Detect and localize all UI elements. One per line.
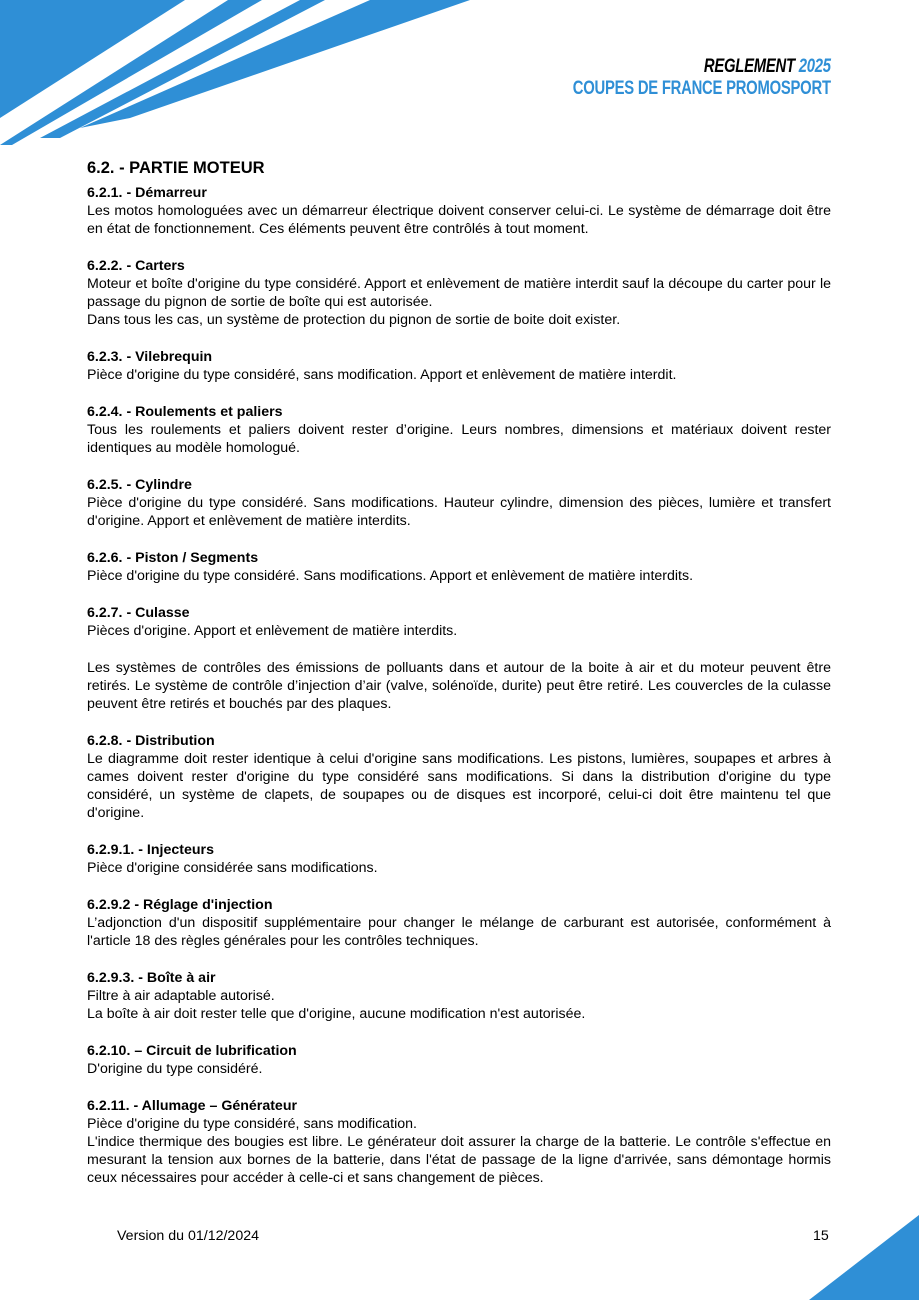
article-paragraph: Les motos homologuées avec un démarreur électrique doivent conserver celui-ci. Le système de démarrage doit être en état de fonctionnement. Ces éléments peuvent être contrôlés à tout moment. [87, 203, 831, 237]
article-heading: 6.2.9.3. - Boîte à air [87, 970, 216, 986]
article-6-2-5 [87, 476, 831, 530]
article-paragraph: Moteur et boîte d'origine du type considéré. Apport et enlèvement de matière interdit sauf la découpe du carter pour le passage du pignon de sortie de boîte qui est autorisée. [87, 276, 831, 310]
article-heading: 6.2.9.1. - Injecteurs [87, 842, 214, 858]
article-paragraph: Filtre à air adaptable autorisé. [87, 988, 275, 1004]
article-paragraph: Le diagramme doit rester identique à celui d'origine sans modifications. Les pistons, lumières, soupapes et arbres à cames doivent rester d'origine du type considéré sans modifications. Si dans la distribution d'origine du type considéré, un système de clapets, de soupapes ou de disques est incorporé, celui-ci doit être maintenu tel que d'origine. [87, 751, 831, 821]
article-paragraph: Pièce d'origine du type considéré, sans modification. Apport et enlèvement de matière interdit. [87, 367, 677, 383]
footer-triangle-decoration [809, 1215, 919, 1300]
footer-version: Version du 01/12/2024 [117, 1228, 259, 1244]
article-6-2-10 [87, 1042, 831, 1078]
article-heading: 6.2.11. - Allumage – Générateur [87, 1098, 298, 1114]
article-paragraph: D'origine du type considéré. [87, 1061, 263, 1077]
article-heading: 6.2.2. - Carters [87, 258, 185, 274]
article-6-2-2 [87, 257, 831, 329]
document-body [87, 158, 831, 1206]
article-6-2-7 [87, 604, 831, 640]
article-6-2-9-2 [87, 896, 831, 950]
header-subtitle: COUPES DE FRANCE PROMOSPORT [573, 78, 831, 99]
header-title-text: REGLEMENT [704, 56, 796, 77]
article-paragraph: L'indice thermique des bougies est libre. Le générateur doit assurer la charge de la batterie. Le contrôle s'effectue en mesurant la tension aux bornes de la batterie, dans l'état de passage de la ligne d'arrivée, sans démontage hormis ceux nécessaires pour accéder à celle-ci et sans changement de pièces. [87, 1134, 831, 1186]
article-paragraph: Pièce d'origine du type considéré. Sans modifications. Apport et enlèvement de matière interdits. [87, 568, 694, 584]
article-heading: 6.2.8. - Distribution [87, 733, 215, 749]
article-6-2-3 [87, 348, 831, 384]
article-heading: 6.2.4. - Roulements et paliers [87, 404, 283, 420]
article-6-2-1 [87, 184, 831, 238]
article-6-2-11 [87, 1097, 831, 1187]
header-title [573, 56, 831, 78]
article-paragraph: Pièce d'origine du type considéré, sans modification. [87, 1116, 417, 1132]
article-heading: 6.2.3. - Vilebrequin [87, 349, 213, 365]
article-heading: 6.2.5. - Cylindre [87, 477, 192, 493]
article-paragraph: Pièce d'origine considérée sans modifications. [87, 860, 378, 876]
article-heading: 6.2.1. - Démarreur [87, 185, 207, 201]
article-6-2-7-emissions [87, 659, 831, 713]
article-6-2-4 [87, 403, 831, 457]
article-6-2-6 [87, 549, 831, 585]
page-number: 15 [813, 1228, 829, 1244]
header-stripes-decoration [0, 0, 480, 145]
article-paragraph: Tous les roulements et paliers doivent rester d’origine. Leurs nombres, dimensions et matériaux doivent rester identiques au modèle homologué. [87, 422, 831, 456]
article-heading: 6.2.7. - Culasse [87, 605, 190, 621]
article-paragraph: Pièces d'origine. Apport et enlèvement de matière interdits. [87, 623, 458, 639]
article-heading: 6.2.6. - Piston / Segments [87, 550, 259, 566]
article-paragraph: Les systèmes de contrôles des émissions de polluants dans et autour de la boite à air et du moteur peuvent être retirés. Le système de contrôle d’injection d’air (valve, solénoïde, durite) peut être retiré. Les couvercles de la culasse peuvent être retirés et bouchés par des plaques. [87, 660, 831, 712]
article-paragraph: Pièce d'origine du type considéré. Sans modifications. Hauteur cylindre, dimension des pièces, lumière et transfert d'origine. Apport et enlèvement de matière interdits. [87, 495, 831, 529]
article-paragraph: Dans tous les cas, un système de protection du pignon de sortie de boite doit exister. [87, 312, 621, 328]
section-title: 6.2. - PARTIE MOTEUR [87, 159, 265, 177]
article-heading: 6.2.10. – Circuit de lubrification [87, 1043, 297, 1059]
article-6-2-9-3 [87, 969, 831, 1023]
article-paragraph: L’adjonction d'un dispositif supplémentaire pour changer le mélange de carburant est autorisée, conformément à l'article 18 des règles générales pour les contrôles techniques. [87, 915, 831, 949]
document-header [573, 56, 831, 100]
article-heading: 6.2.9.2 - Réglage d'injection [87, 897, 273, 913]
article-6-2-8 [87, 732, 831, 822]
article-paragraph: La boîte à air doit rester telle que d'origine, aucune modification n'est autorisée. [87, 1006, 586, 1022]
header-year: 2025 [798, 56, 831, 77]
article-6-2-9-1 [87, 841, 831, 877]
